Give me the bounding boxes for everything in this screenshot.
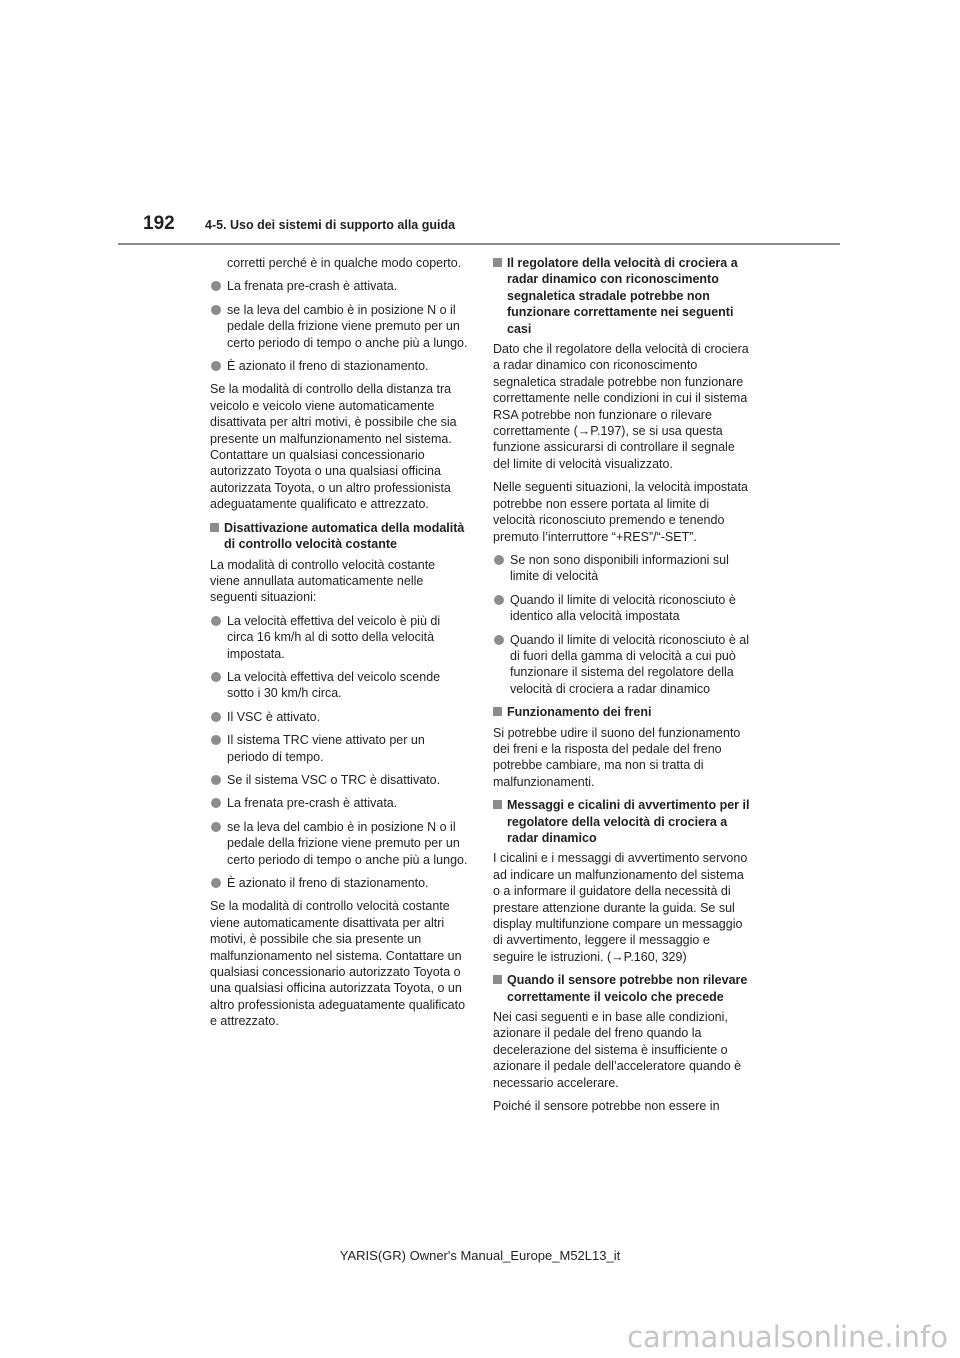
paragraph: Se la modalità di controllo della distanza tra veicolo e veicolo viene automaticamente disattivata per altri motivi, è possibile che sia presente un malfunzionamento nel sistema. Contattare un qualsiasi concessionario autorizzato Toyota o una qualsiasi officina autorizzata Toyota, o un altro professionista adeguatamente qualificato e attrezzato. [210, 382, 457, 512]
list-item: se la leva del cambio è in posizione N o il pedale della frizione viene premuto per un certo periodo di tempo o anche più a lungo. [210, 302, 468, 351]
header-rule [118, 243, 840, 245]
paragraph: Si potrebbe udire il suono del funzionamento dei freni e la risposta del pedale del freno potrebbe cambiare, ma non si tratta di malfunzionamenti. [493, 725, 741, 789]
paragraph: Nei casi seguenti e in base alle condizioni, azionare il pedale del freno quando la decelerazione del sistema è insufficiente o azionare il pedale dell’acceleratore quando è necessario accelerare. [493, 1010, 742, 1090]
square-bullet-icon [493, 800, 502, 809]
list-item: Il VSC è attivato. [210, 709, 468, 725]
paragraph: La modalità di controllo velocità costante viene annullata automaticamente nelle seguenti situazioni: [210, 557, 436, 605]
page-number: 192 [143, 213, 175, 234]
square-bullet-icon [493, 707, 502, 716]
paragraph: Se la modalità di controllo velocità costante viene automaticamente disattivata per altri motivi, è possibile che sia presente un malfunzionamento nel sistema. Contattare un qualsiasi concessionario autorizzato Toyota o una qualsiasi officina autorizzata Toyota, o un altro professionista adeguatamente qualificato e attrezzato. [210, 899, 466, 1029]
square-bullet-icon [493, 258, 502, 267]
list-item: Quando il limite di velocità riconosciuto è al di fuori della gamma di velocità a cui può funzionare il sistema del regolatore della velocità di crociera a radar dinamico [493, 632, 751, 698]
square-bullet-icon [210, 523, 219, 532]
paragraph: Poiché il sensore potrebbe non essere in [493, 1099, 720, 1114]
subsection-heading: Messaggi e cicalini di avvertimento per il regolatore della velocità di crociera a radar dinamico [493, 797, 751, 846]
paragraph: Dato che il regolatore della velocità di crociera a radar dinamico con riconoscimento segnaletica stradale potrebbe non funzionare correttamente nelle condizioni in cui il sistema RSA potrebbe non funzionare o rilevare correttamente (→P.197), se si usa questa funzione assicurarsi di controllare il segnale del limite di velocità visualizzato. [493, 342, 749, 471]
continuation-text: corretti perché è in qualche modo coperto. [227, 256, 462, 270]
section-title: 4-5. Uso dei sistemi di supporto alla guida [205, 218, 456, 232]
list-item: La frenata pre-crash è attivata. [210, 278, 468, 294]
paragraph: I cicalini e i messaggi di avvertimento servono ad indicare un malfunzionamento del sistema o a informare il guidatore della necessità di prestare attenzione durante la guida. Se sul display multifunzione compare un messaggio di avvertimento, leggere il messaggio e seguire le istruzioni. (→P.160, 329) [493, 851, 748, 964]
right-column [493, 255, 751, 1122]
list-item: Quando il limite di velocità riconosciuto è identico alla velocità impostata [493, 592, 751, 625]
list-item: La velocità effettiva del veicolo scende sotto i 30 km/h circa. [210, 669, 468, 702]
bullet-icon [211, 878, 221, 888]
list-item: Se il sistema VSC o TRC è disattivato. [210, 772, 468, 788]
subsection-heading: Quando il sensore potrebbe non rilevare correttamente il veicolo che precede [493, 972, 751, 1005]
bullet-icon [494, 595, 504, 605]
bullet-icon [211, 775, 221, 785]
left-column [210, 255, 468, 1037]
subsection-heading: Funzionamento dei freni [493, 704, 751, 720]
bullet-icon [211, 672, 221, 682]
list-item: È azionato il freno di stazionamento. [210, 875, 468, 891]
bullet-icon [494, 555, 504, 565]
bullet-icon [211, 361, 221, 371]
list-item: La frenata pre-crash è attivata. [210, 795, 468, 811]
bullet-icon [494, 635, 504, 645]
paragraph: Nelle seguenti situazioni, la velocità impostata potrebbe non essere portata al limite di velocità riconosciuto premendo e tenendo premuto l’interruttore “+RES”/“-SET”. [493, 480, 748, 544]
subsection-heading: Il regolatore della velocità di crociera a radar dinamico con riconoscimento segnaletica stradale potrebbe non funzionare correttamente nei seguenti casi [493, 255, 751, 337]
bullet-icon [211, 735, 221, 745]
list-item: Se non sono disponibili informazioni sul limite di velocità [493, 552, 751, 585]
bullet-icon [211, 305, 221, 315]
subsection-heading: Disattivazione automatica della modalità di controllo velocità costante [210, 520, 468, 553]
watermark: carmanualsonline.info [627, 1320, 948, 1354]
bullet-icon [211, 712, 221, 722]
list-item: se la leva del cambio è in posizione N o il pedale della frizione viene premuto per un certo periodo di tempo o anche più a lungo. [210, 819, 468, 868]
list-item: Il sistema TRC viene attivato per un periodo di tempo. [210, 732, 468, 765]
bullet-icon [211, 798, 221, 808]
bullet-icon [211, 281, 221, 291]
square-bullet-icon [493, 975, 502, 984]
list-item: La velocità effettiva del veicolo è più di circa 16 km/h al di sotto della velocità impostata. [210, 613, 468, 662]
list-item: È azionato il freno di stazionamento. [210, 358, 468, 374]
bullet-icon [211, 822, 221, 832]
bullet-icon [211, 616, 221, 626]
footer-manual-name: YARIS(GR) Owner's Manual_Europe_M52L13_it [339, 1248, 621, 1263]
